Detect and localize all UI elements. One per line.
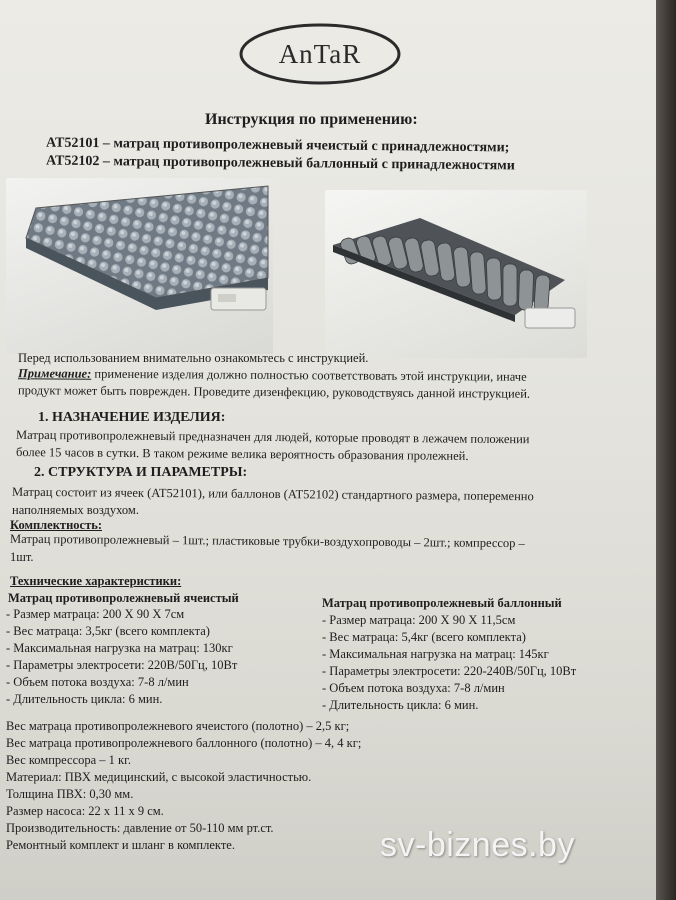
specs-right-item: - Параметры электросети: 220-240В/50Гц, 10Вт	[322, 664, 577, 678]
footer-line: Материал: ПВХ медицинский, с высокой эластичностью.	[6, 770, 312, 784]
product-line-2: AT52102 – матрац противопролежневый баллонный с принадлежностями	[45, 153, 515, 174]
specs-left-item: - Объем потока воздуха: 7-8 л/мин	[6, 675, 189, 689]
note-line-2: продукт может быть поврежден. Проведите дизенфекцию, руководствуясь данной инструкцией.	[17, 383, 531, 401]
footer-line: Ремонтный комплект и шланг в комплекте.	[6, 838, 235, 852]
footer-line: Вес матраца противопролежневого ячеистого (полотно) – 2,5 кг;	[6, 719, 350, 733]
kit-line-1: Матрац противопролежневый – 1шт.; пластиковые трубки-воздухопроводы – 2шт.; компрессор –	[9, 531, 525, 551]
specs-right-item: - Объем потока воздуха: 7-8 л/мин	[322, 681, 505, 695]
specs-left-item: - Длительность цикла: 6 мин.	[6, 692, 163, 706]
section-2-line-1: Матрац состоит из ячеек (AT52101), или баллонов (AT52102) стандартного размера, попеременно	[11, 484, 534, 504]
specs-left-item: - Параметры электросети: 220В/50Гц, 10Вт	[6, 658, 238, 672]
note-text-1: применение изделия должно полностью соответствовать этой инструкции, иначе	[91, 366, 527, 384]
section-2-line-2: наполняемых воздухом.	[12, 503, 139, 517]
section-1-heading: 1. НАЗНАЧЕНИЕ ИЗДЕЛИЯ:	[38, 410, 226, 425]
specs-label: Технические характеристики:	[10, 574, 182, 588]
footer-line: Вес матраца противопролежневого баллонного (полотно) – 4, 4 кг;	[6, 736, 362, 750]
specs-right-item: - Размер матраца: 200 X 90 X 11,5см	[322, 613, 516, 627]
section-1-line-1: Матрац противопролежневый предназначен для людей, которые проводят в лежачем положении	[15, 427, 530, 447]
kit-label: Комплектность:	[10, 518, 102, 532]
footer-line: Толщина ПВХ: 0,30 мм.	[6, 787, 134, 801]
section-2-heading: 2. СТРУКТУРА И ПАРАМЕТРЫ:	[34, 465, 248, 480]
specs-right-item: - Длительность цикла: 6 мин.	[322, 698, 479, 712]
section-1-line-2: более 15 часов в сутки. В таком режиме велика вероятность образования пролежней.	[15, 445, 469, 463]
watermark: sv-biznes.by	[380, 826, 575, 864]
intro-text: Перед использованием внимательно ознакомьтесь с инструкцией.	[18, 351, 369, 365]
page-title: Инструкция по применению:	[205, 111, 418, 128]
footer-line: Размер насоса: 22 х 11 х 9 см.	[6, 804, 164, 818]
antar-logo	[238, 22, 402, 86]
specs-right-item: - Вес матраца: 5,4кг (всего комплекта)	[322, 630, 526, 644]
logo-text: AnTaR	[278, 38, 362, 69]
specs-left-item: - Максимальная нагрузка на матрац: 130кг	[6, 641, 233, 655]
specs-left-item: - Вес матраца: 3,5кг (всего комплекта)	[6, 624, 210, 638]
specs-right-title: Матрац противопролежневый баллонный	[322, 596, 562, 610]
photo-tube-mattress	[325, 190, 587, 358]
footer-line: Производительность: давление от 50-110 мм рт.ст.	[6, 821, 274, 835]
background-edge	[656, 0, 676, 900]
product-line-1: AT52101 – матрац противопролежневый ячеистый с принадлежностями;	[45, 135, 510, 156]
specs-right-item: - Максимальная нагрузка на матрац: 145кг	[322, 647, 549, 661]
specs-left-item: - Размер матраца: 200 X 90 X 7см	[6, 607, 185, 621]
footer-line: Вес компрессора – 1 кг.	[6, 753, 131, 767]
kit-line-2: 1шт.	[10, 550, 34, 564]
note-label: Примечание:	[17, 366, 92, 381]
photo-cell-mattress	[6, 178, 273, 354]
specs-left-title: Матрац противопролежневый ячеистый	[8, 591, 239, 605]
